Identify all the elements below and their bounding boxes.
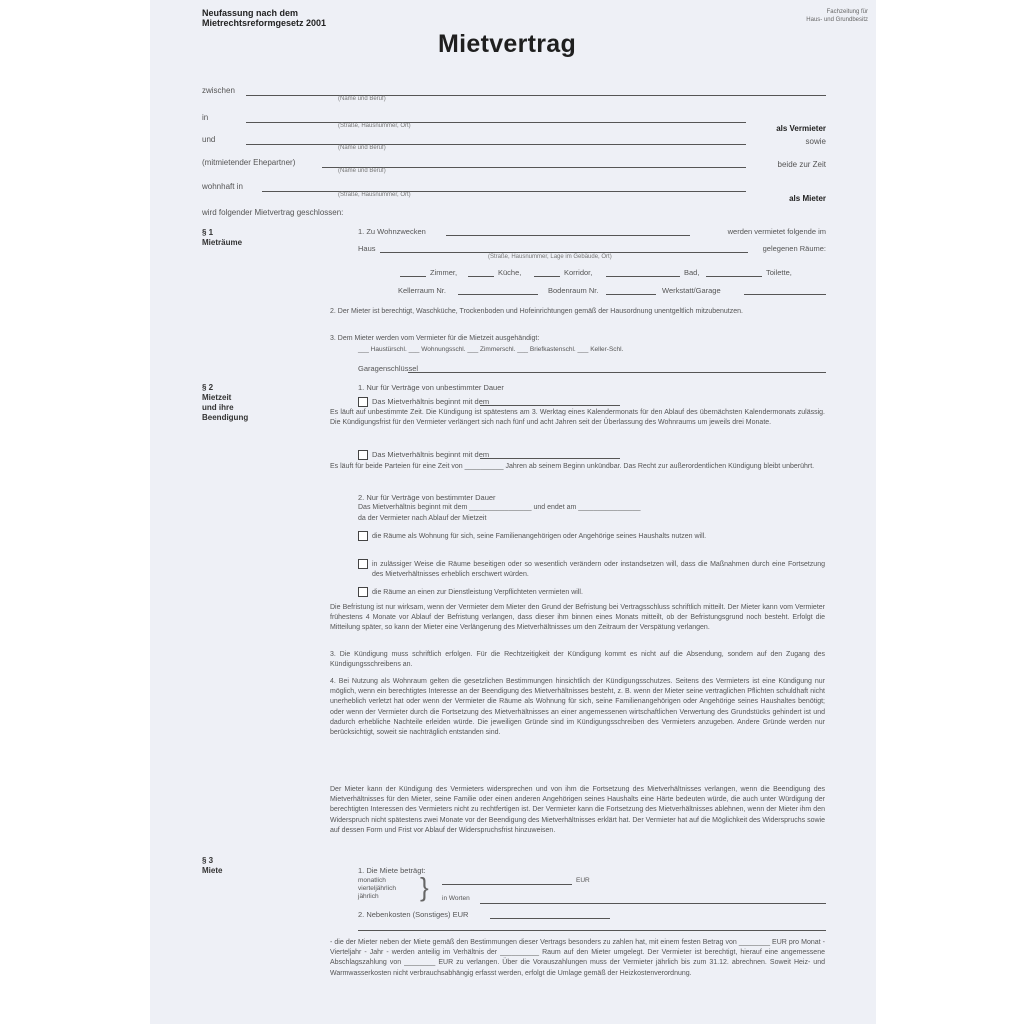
line-werkstatt[interactable]: [744, 294, 826, 295]
s2-cb4-text: in zulässiger Weise die Räume beseitigen oder so wesentlich verändern oder instandsetzen will, dass die Maßnahmen durch eine Fortsetzung des Mietverhältnisses erheblich erschwert würden.: [372, 561, 825, 579]
s2-p2-line-1: Das Mietverhältnis beginnt mit dem ________________ und endet am ________________: [358, 504, 641, 511]
line-kueche-count[interactable]: [468, 276, 494, 277]
hint-address: (Straße, Hausnummer, Ort): [338, 123, 411, 129]
hint-street: (Straße, Hausnummer, Lage im Gebäude, Ort): [488, 254, 612, 260]
section-2-title-3: Beendigung: [202, 413, 249, 422]
line-landlord-name[interactable]: [246, 95, 826, 96]
form-version-note: [202, 8, 326, 28]
header-right-line-2: Haus- und Grundbesitz: [806, 17, 868, 23]
s2-cb1-label: Das Mietverhältnis beginnt mit dem: [372, 397, 490, 406]
label-eur: EUR: [576, 877, 590, 884]
publisher-note: [806, 8, 868, 24]
header-right-line-1: Fachzeitung für: [826, 9, 868, 15]
line-toilette-count[interactable]: [706, 276, 762, 277]
section-3-title: Miete: [202, 866, 223, 875]
s2-cb1-text: Es läuft auf unbestimmte Zeit. Die Kündigung ist spätestens am 3. Werktag eines Kalendermonats für den Ablauf des übernächsten Kalendermonats zulässig. Die Kündigungsfrist für den Vermieter verlängert sich nach fünf und acht Jahren seit der Überlassung des Wohnraums um jeweils drei Monate.: [330, 409, 825, 427]
line-bodenraum[interactable]: [606, 294, 656, 295]
s1-p1-end: werden vermietet folgende im: [727, 227, 826, 236]
hint-name-2: (Name und Beruf): [338, 145, 386, 151]
section-1-heading: [202, 228, 242, 248]
line-landlord-address[interactable]: [246, 122, 746, 123]
header-left-line-1: Neufassung nach dem: [202, 8, 299, 18]
s1-p1-start: 1. Zu Wohnzwecken: [358, 227, 426, 236]
s1-p2: 2. Der Mieter ist berechtigt, Waschküche, Trockenboden und Hofeinrichtungen gemäß der Hausordnung unentgeltlich mitzubenutzen.: [330, 308, 743, 315]
contract-intro: wird folgender Mietvertrag geschlossen:: [202, 208, 344, 217]
option-jaehrlich: jährlich: [358, 893, 379, 900]
s1-keys-list: ___ Haustürschl. ___ Wohnungsschl. ___ Zimmerschl. ___ Briefkastenschl. ___ Keller-Schl.: [358, 346, 624, 353]
line-tenant-name[interactable]: [246, 144, 746, 145]
option-vierteljaehrlich: vierteljährlich: [358, 885, 396, 892]
checkbox-umbau[interactable]: [358, 559, 368, 569]
label-beide-zur-zeit: beide zur Zeit: [777, 160, 826, 169]
line-rent-words[interactable]: [480, 903, 826, 904]
label-gelegene-raeume: gelegenen Räume:: [762, 244, 826, 253]
label-in-worten: in Worten: [442, 895, 470, 902]
s2-p5: Der Mieter kann der Kündigung des Vermieters widersprechen und von ihm die Fortsetzung des Mietverhältnisses verlangen, wenn die Beendigung des Mietverhältnisses für den Mieter, seine Familie oder einen anderen Angehörigen seines Haushalts eine Härte bedeuten würde, die auch unter Würdigung der berechtigten Interessen des Vermieters nicht zu rechtfertigen ist. Der Vermieter kann die Fortsetzung des Mietverhältnisses ablehnen, wenn der Mieter ihm den Widerspruch nicht spätestens zwei Monate vor der Beendigung des Mietverhältnisses erklärt hat. Der Vermieter hat auf die Möglichkeit des Widerspruchs sowie auf dessen Form und Frist vor Ablauf der Widerspruchsfrist hinzuweisen.: [330, 786, 825, 834]
document-title: Mietvertrag: [438, 30, 577, 58]
s1-p3: 3. Dem Mieter werden vom Vermieter für die Mietzeit ausgehändigt:: [330, 335, 540, 342]
s2-p3: 3. Die Kündigung muss schriftlich erfolgen. Für die Rechtzeitigkeit der Kündigung kommt es nicht auf die Absendung, sondern auf den Zugang des Kündigungsschreibens an.: [330, 651, 825, 669]
s2-p4: 4. Bei Nutzung als Wohnraum gelten die gesetzlichen Bestimmungen hinsichtlich der Kündigungsschutzes. Seitens des Vermieters ist eine Kündigung nur möglich, wenn ein berechtigtes Interesse an der Beendigung des Mietverhältnisses besteht, z. B. wenn der Mieter seine vertraglichen Pflichten schuldhaft nicht unerheblich verletzt hat oder wenn der Vermieter die Räume als Wohnung für sich, seine Familienangehörigen oder Angehörige seines Haushaltes benötigt; oder wenn der Vermieter durch die Fortsetzung des Mietverhältnisses an einer angemessenen wirtschaftlichen Verwertung des Grundstücks gehindert ist und dadurch erhebliche Nachteile erleiden würde. Die jeweiligen Gründe sind im Kündigungsschreiben des Vermieters anzugeben. Andere Gründe werden nur berücksichtigt, soweit sie nachträglich entstanden sind.: [330, 678, 825, 737]
s2-cb2-label: Das Mietverhältnis beginnt mit dem: [372, 450, 490, 459]
label-korridor: Korridor,: [564, 268, 593, 277]
section-3-heading: [202, 856, 222, 876]
line-korridor-count[interactable]: [534, 276, 560, 277]
line-tenant-address[interactable]: [262, 191, 746, 192]
s2-p2-text: Die Befristung ist nur wirksam, wenn der Vermieter dem Mieter den Grund der Befristung bei Vertragsschluss schriftlich mitteilt. Der Mieter kann vom Vermieter frühestens 4 Monate vor Ablauf der Befristung verlangen, dass dieser ihm binnen eines Monats mitteilt, ob der Befristungsgrund noch besteht. Erfolgt die Mitteilung später, so kann der Mieter eine Verlängerung des Mietverhältnisses um den Zeitraum der Verspätung verlangen.: [330, 604, 825, 632]
label-kellerraum: Kellerraum Nr.: [398, 286, 446, 295]
line-cb2-date[interactable]: [480, 458, 620, 459]
s2-cb5-text: die Räume an einen zur Dienstleistung Verpflichteten vermieten will.: [372, 589, 583, 596]
label-sowie: sowie: [805, 137, 826, 146]
label-in: in: [202, 113, 209, 122]
label-bodenraum: Bodenraum Nr.: [548, 286, 599, 295]
label-mieter: als Mieter: [789, 194, 826, 203]
line-bad-count[interactable]: [606, 276, 680, 277]
s2-cb2-text: Es läuft für beide Parteien für eine Zeit von __________ Jahren ab seinem Beginn unkündbar. Das Recht zur außerordentlichen Kündigung bleibt unberührt.: [330, 463, 815, 470]
checkbox-unbestimmt-mindest[interactable]: [358, 450, 368, 460]
label-zwischen: zwischen: [202, 86, 235, 95]
label-werkstatt: Werkstatt/Garage: [662, 286, 721, 295]
contract-page: [150, 0, 876, 1024]
label-vermieter: als Vermieter: [776, 124, 826, 133]
hint-name: (Name und Beruf): [338, 96, 386, 102]
brace-icon: }: [420, 872, 429, 902]
label-toilette: Toilette,: [766, 268, 792, 277]
s3-p2: 2. Nebenkosten (Sonstiges) EUR: [358, 910, 469, 919]
label-wohnhaft-in: wohnhaft in: [202, 182, 243, 191]
line-nebenkosten-2[interactable]: [358, 930, 826, 931]
line-rent-amount[interactable]: [442, 884, 572, 885]
section-2-number: § 2: [202, 383, 214, 392]
checkbox-unbestimmt-beginn[interactable]: [358, 397, 368, 407]
line-nebenkosten[interactable]: [490, 918, 610, 919]
label-haus: Haus: [358, 244, 376, 253]
s3-p3: - die der Mieter neben der Miete gemäß den Bestimmungen dieser Vertrags besonders zu zahlen hat, mit einem festen Betrag von ________ EUR pro Monat - Vierteljahr - Jahr - werden anteilig im Verhältnis der __________ Raum auf den Mieter umgelegt. Der Vermieter ist berechtigt, hierauf eine angemessene Abschlagszahlung von ________ EUR zu verlangen. Über die Vorauszahlungen muss der Vermieter jährlich bis zum 31.12. abrechnen. Soweit Heiz- und Warmwasserkosten nicht verbrauchsabhängig erfasst werden, erfolgt die Umlage gemäß der Heizkostenverordnung.: [330, 939, 825, 977]
line-house[interactable]: [380, 252, 748, 253]
checkbox-werkwohnung[interactable]: [358, 587, 368, 597]
label-und: und: [202, 135, 216, 144]
line-purpose[interactable]: [446, 235, 690, 236]
label-ehepartner: (mitmietender Ehepartner): [202, 158, 296, 167]
s2-p1: 1. Nur für Verträge von unbestimmter Dauer: [358, 383, 504, 392]
checkbox-eigenbedarf[interactable]: [358, 531, 368, 541]
label-zimmer: Zimmer,: [430, 268, 458, 277]
s2-cb3-text: die Räume als Wohnung für sich, seine Familienangehörigen oder Angehörige seines Haushalts nutzen will.: [372, 533, 707, 540]
hint-name-3: (Name und Beruf): [338, 168, 386, 174]
section-2-title-1: Mietzeit: [202, 393, 232, 402]
option-monatlich: monatlich: [358, 877, 386, 884]
s1-garage: Garagenschlüssel: [358, 364, 419, 373]
s2-p2: 2. Nur für Verträge von bestimmter Dauer: [358, 493, 496, 502]
section-1-number: § 1: [202, 228, 214, 237]
section-1-title: Mieträume: [202, 238, 243, 247]
line-garage[interactable]: [408, 372, 826, 373]
line-kellerraum[interactable]: [458, 294, 538, 295]
s3-period-options: [358, 877, 396, 901]
line-zimmer-count[interactable]: [400, 276, 426, 277]
label-bad: Bad,: [684, 268, 700, 277]
section-2-heading: [202, 383, 248, 423]
section-2-title-2: und ihre: [202, 403, 234, 412]
s3-p1: 1. Die Miete beträgt:: [358, 866, 426, 875]
line-cb1-date[interactable]: [480, 405, 620, 406]
label-kueche: Küche,: [498, 268, 522, 277]
s2-p2-line-2: da der Vermieter nach Ablauf der Mietzeit: [358, 515, 487, 522]
section-3-number: § 3: [202, 856, 214, 865]
header-left-line-2: Mietrechtsreformgesetz 2001: [202, 18, 327, 28]
hint-address-2: (Straße, Hausnummer, Ort): [338, 192, 411, 198]
